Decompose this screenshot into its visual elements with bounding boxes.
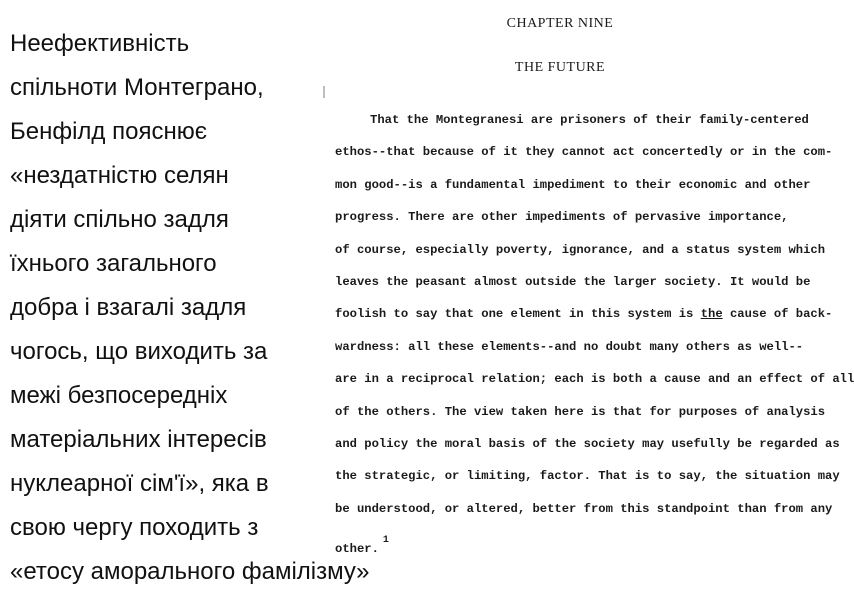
commentary-line: спільноти Монтеграно, — [10, 74, 264, 101]
commentary-line: їхнього загального — [10, 250, 217, 277]
underlined-word: the — [700, 307, 723, 322]
page-paragraph — [335, 104, 854, 566]
page-line — [335, 525, 795, 565]
book-page-scan — [325, 8, 854, 557]
page-line-text: cause of back- — [722, 307, 833, 322]
page-line: the strategic, or limiting, factor. That is to say, the situation may — [335, 469, 840, 484]
commentary-line: діяти спільно задля — [10, 206, 229, 233]
page-line: progress. There are other impediments of pervasive importance, — [335, 210, 789, 225]
commentary-line: Бенфілд пояснює — [10, 118, 207, 145]
chapter-heading: CHAPTER NINE — [506, 16, 614, 31]
page-line: and policy the moral basis of the society may usefully be regarded as — [335, 437, 840, 452]
page-line: leaves the peasant almost outside the larger society. It would be — [335, 275, 811, 290]
commentary-line: «етосу аморального фамілізму» — [10, 558, 370, 585]
commentary-line: свою чергу походить з — [10, 514, 259, 541]
page-line — [335, 298, 833, 330]
commentary-line: «нездатністю селян — [10, 162, 229, 189]
page-line-text: other. — [335, 542, 379, 557]
page-line: of course, especially poverty, ignorance, and a status system which — [335, 242, 826, 257]
commentary-line: межі безпосередніх — [10, 382, 228, 409]
chapter-title: THE FUTURE — [514, 60, 606, 75]
footnote-marker: 1 — [382, 535, 389, 547]
page-line: are in a reciprocal relation; each is both a cause and an effect of all — [335, 372, 854, 387]
page-line-text: foolish to say that one element in this system is — [335, 307, 701, 322]
commentary-line: матеріальних інтересів — [10, 426, 267, 453]
commentary-line: добра і взагалі задля — [10, 294, 247, 321]
page-line: mon good--is a fundamental impediment to their economic and other — [335, 177, 811, 192]
commentary-line: нуклеарної сім'ї», яка в — [10, 470, 269, 497]
page-line: be understood, or altered, better from this standpoint than from any — [335, 501, 833, 516]
page-line: ethos--that because of it they cannot act concertedly or in the com- — [335, 145, 833, 160]
commentary-line: Неефективність — [10, 30, 190, 57]
commentary-line: чогось, що виходить за — [10, 338, 268, 365]
page-line: of the others. The view taken here is that for purposes of analysis — [335, 404, 826, 419]
page-line: wardness: all these elements--and no doubt many others as well-- — [335, 339, 804, 354]
page-line: That the Montegranesi are prisoners of their family-centered — [370, 113, 809, 127]
